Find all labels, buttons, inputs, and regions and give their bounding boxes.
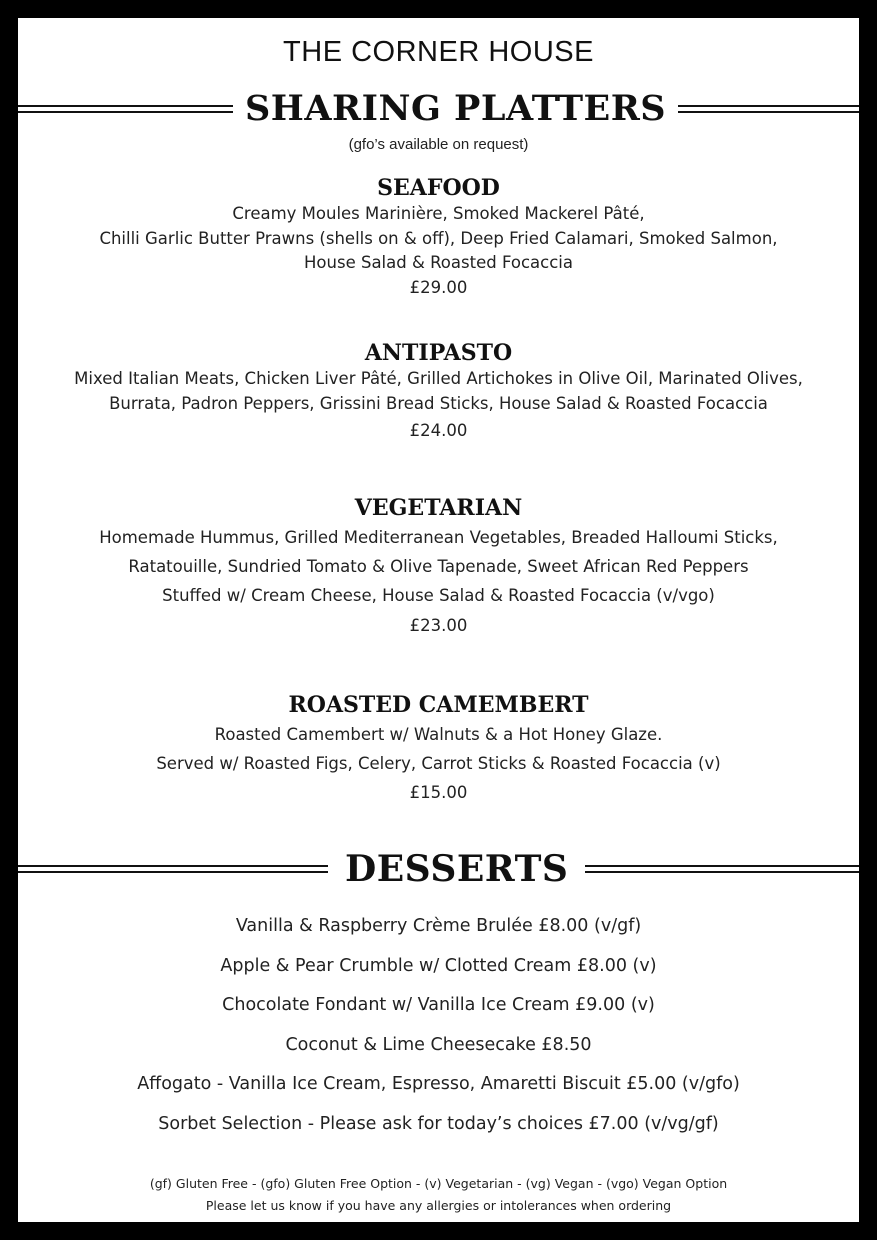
left-rule [18, 105, 233, 113]
sharing-platters-heading [18, 88, 859, 129]
platter-antipasto [18, 339, 859, 445]
dietary-legend: (gf) Gluten Free - (gfo) Gluten Free Option - (v) Vegetarian - (vg) Vegan - (vgo) Vegan Option [149, 1176, 728, 1191]
platter-price: £23.00 [409, 616, 468, 635]
platter-description-line: Roasted Camembert w/ Walnuts & a Hot Honey Glaze. [214, 725, 663, 744]
platter-roasted-camembert [18, 691, 859, 808]
dessert-item: Affogato - Vanilla Ice Cream, Espresso, Amaretti Biscuit £5.00 (v/gfo) [137, 1074, 740, 1094]
footer [18, 1173, 859, 1217]
dessert-item: Vanilla & Raspberry Crème Brulée £8.00 (v/gf) [235, 916, 642, 936]
platter-description-line: Creamy Moules Marinière, Smoked Mackerel Pâté, [232, 204, 645, 223]
platter-description-line: Mixed Italian Meats, Chicken Liver Pâté, Grilled Artichokes in Olive Oil, Marinated Olives, [74, 369, 803, 388]
desserts-heading [18, 848, 859, 890]
platter-seafood [18, 174, 859, 300]
platter-price: £15.00 [409, 783, 468, 802]
right-rule [585, 865, 859, 873]
allergy-note: Please let us know if you have any allergies or intolerances when ordering [205, 1198, 672, 1213]
dessert-item: Chocolate Fondant w/ Vanilla Ice Cream £9.00 (v) [222, 995, 655, 1015]
dessert-list [18, 907, 859, 1144]
platter-title: VEGETARIAN [354, 495, 523, 521]
desserts-title: DESSERTS [345, 848, 569, 890]
platter-price: £24.00 [409, 421, 468, 440]
venue-name: THE CORNER HOUSE [283, 36, 594, 68]
gfo-note: (gfo’s available on request) [348, 136, 529, 153]
platter-description-line: Burrata, Padron Peppers, Grissini Bread Sticks, House Salad & Roasted Focaccia [109, 393, 768, 413]
platter-description-line: Stuffed w/ Cream Cheese, House Salad & Roasted Focaccia (v/vgo) [162, 586, 715, 605]
dessert-item: Coconut & Lime Cheesecake £8.50 [285, 1034, 592, 1055]
sharing-platters-title: SHARING PLATTERS [245, 88, 667, 129]
platter-description-line: House Salad & Roasted Focaccia [304, 253, 573, 272]
dessert-item: Sorbet Selection - Please ask for today’s choices £7.00 (v/vg/gf) [158, 1113, 719, 1134]
left-rule [18, 865, 328, 873]
platter-title: ANTIPASTO [364, 340, 513, 366]
platter-title: SEAFOOD [377, 175, 500, 201]
platter-vegetarian [18, 494, 859, 641]
dessert-item: Apple & Pear Crumble w/ Clotted Cream £8.00 (v) [220, 955, 657, 976]
platter-description-line: Ratatouille, Sundried Tomato & Olive Tapenade, Sweet African Red Peppers [128, 557, 749, 576]
platter-price: £29.00 [409, 277, 468, 297]
platter-description-line: Served w/ Roasted Figs, Celery, Carrot Sticks & Roasted Focaccia (v) [156, 754, 721, 773]
menu-page [18, 18, 859, 1222]
platter-description-line: Homemade Hummus, Grilled Mediterranean Vegetables, Breaded Halloumi Sticks, [99, 528, 778, 547]
platter-description-line: Chilli Garlic Butter Prawns (shells on & off), Deep Fried Calamari, Smoked Salmon, [99, 228, 778, 248]
platter-title: ROASTED CAMEMBERT [288, 692, 589, 718]
right-rule [678, 105, 859, 113]
